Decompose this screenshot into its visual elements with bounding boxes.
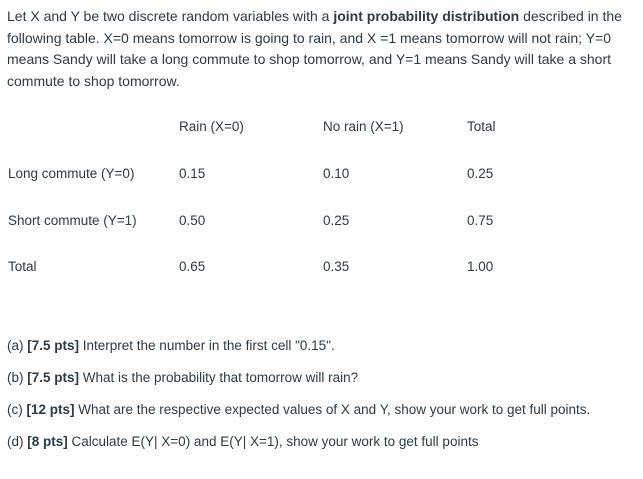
question-a (7, 336, 637, 368)
table-cell: 0.15 (179, 166, 206, 181)
question-c (7, 400, 637, 432)
question-points: [8 pts] (27, 434, 68, 449)
question-points: [7.5 pts] (27, 370, 80, 385)
question-prefix: (b) (7, 370, 28, 385)
table-header-total: Total (467, 119, 496, 134)
table-cell: 1.00 (467, 259, 494, 274)
table-cell: 0.10 (323, 166, 350, 181)
table-cell: 0.25 (467, 166, 494, 181)
table-cell: 0.35 (323, 259, 350, 274)
question-text: What are the respective expected values of X and Y, show your work to get full points. (74, 402, 591, 417)
question-list (7, 336, 637, 464)
question-text: What is the probability that tomorrow will rain? (79, 370, 359, 385)
table-cell: 0.25 (323, 213, 350, 228)
question-text: Calculate E(Y| X=0) and E(Y| X=1), show your work to get full points (67, 434, 479, 449)
question-prefix: (a) (7, 338, 28, 353)
intro-text-2: described in the following table. X=0 means tomorrow is going to rain, and X =1 means tomorrow will not rain; Y=0 means Sandy will take a long commute to shop tomorrow, and Y=1 means Sandy will take a short commute to shop tomorrow. (7, 8, 622, 89)
table-cell: 0.75 (467, 213, 494, 228)
question-text: Interpret the number in the first cell "0.15". (79, 338, 335, 353)
table-row-label: Total (8, 259, 37, 274)
question-d (7, 432, 637, 464)
table-row-label: Short commute (Y=1) (8, 213, 137, 228)
intro-bold-term: joint probability distribution (333, 8, 520, 24)
question-points: [7.5 pts] (27, 338, 80, 353)
intro-text-1: Let X and Y be two discrete random variables with a (7, 8, 334, 24)
question-b (7, 368, 637, 400)
table-cell: 0.65 (179, 259, 206, 274)
question-prefix: (c) (7, 402, 27, 417)
question-prefix: (d) (7, 434, 28, 449)
intro-paragraph (7, 6, 632, 92)
table-cell: 0.50 (179, 213, 206, 228)
table-header-rain: Rain (X=0) (179, 119, 244, 134)
table-header-no-rain: No rain (X=1) (323, 119, 404, 134)
table-row-label: Long commute (Y=0) (8, 166, 135, 181)
question-points: [12 pts] (26, 402, 75, 417)
